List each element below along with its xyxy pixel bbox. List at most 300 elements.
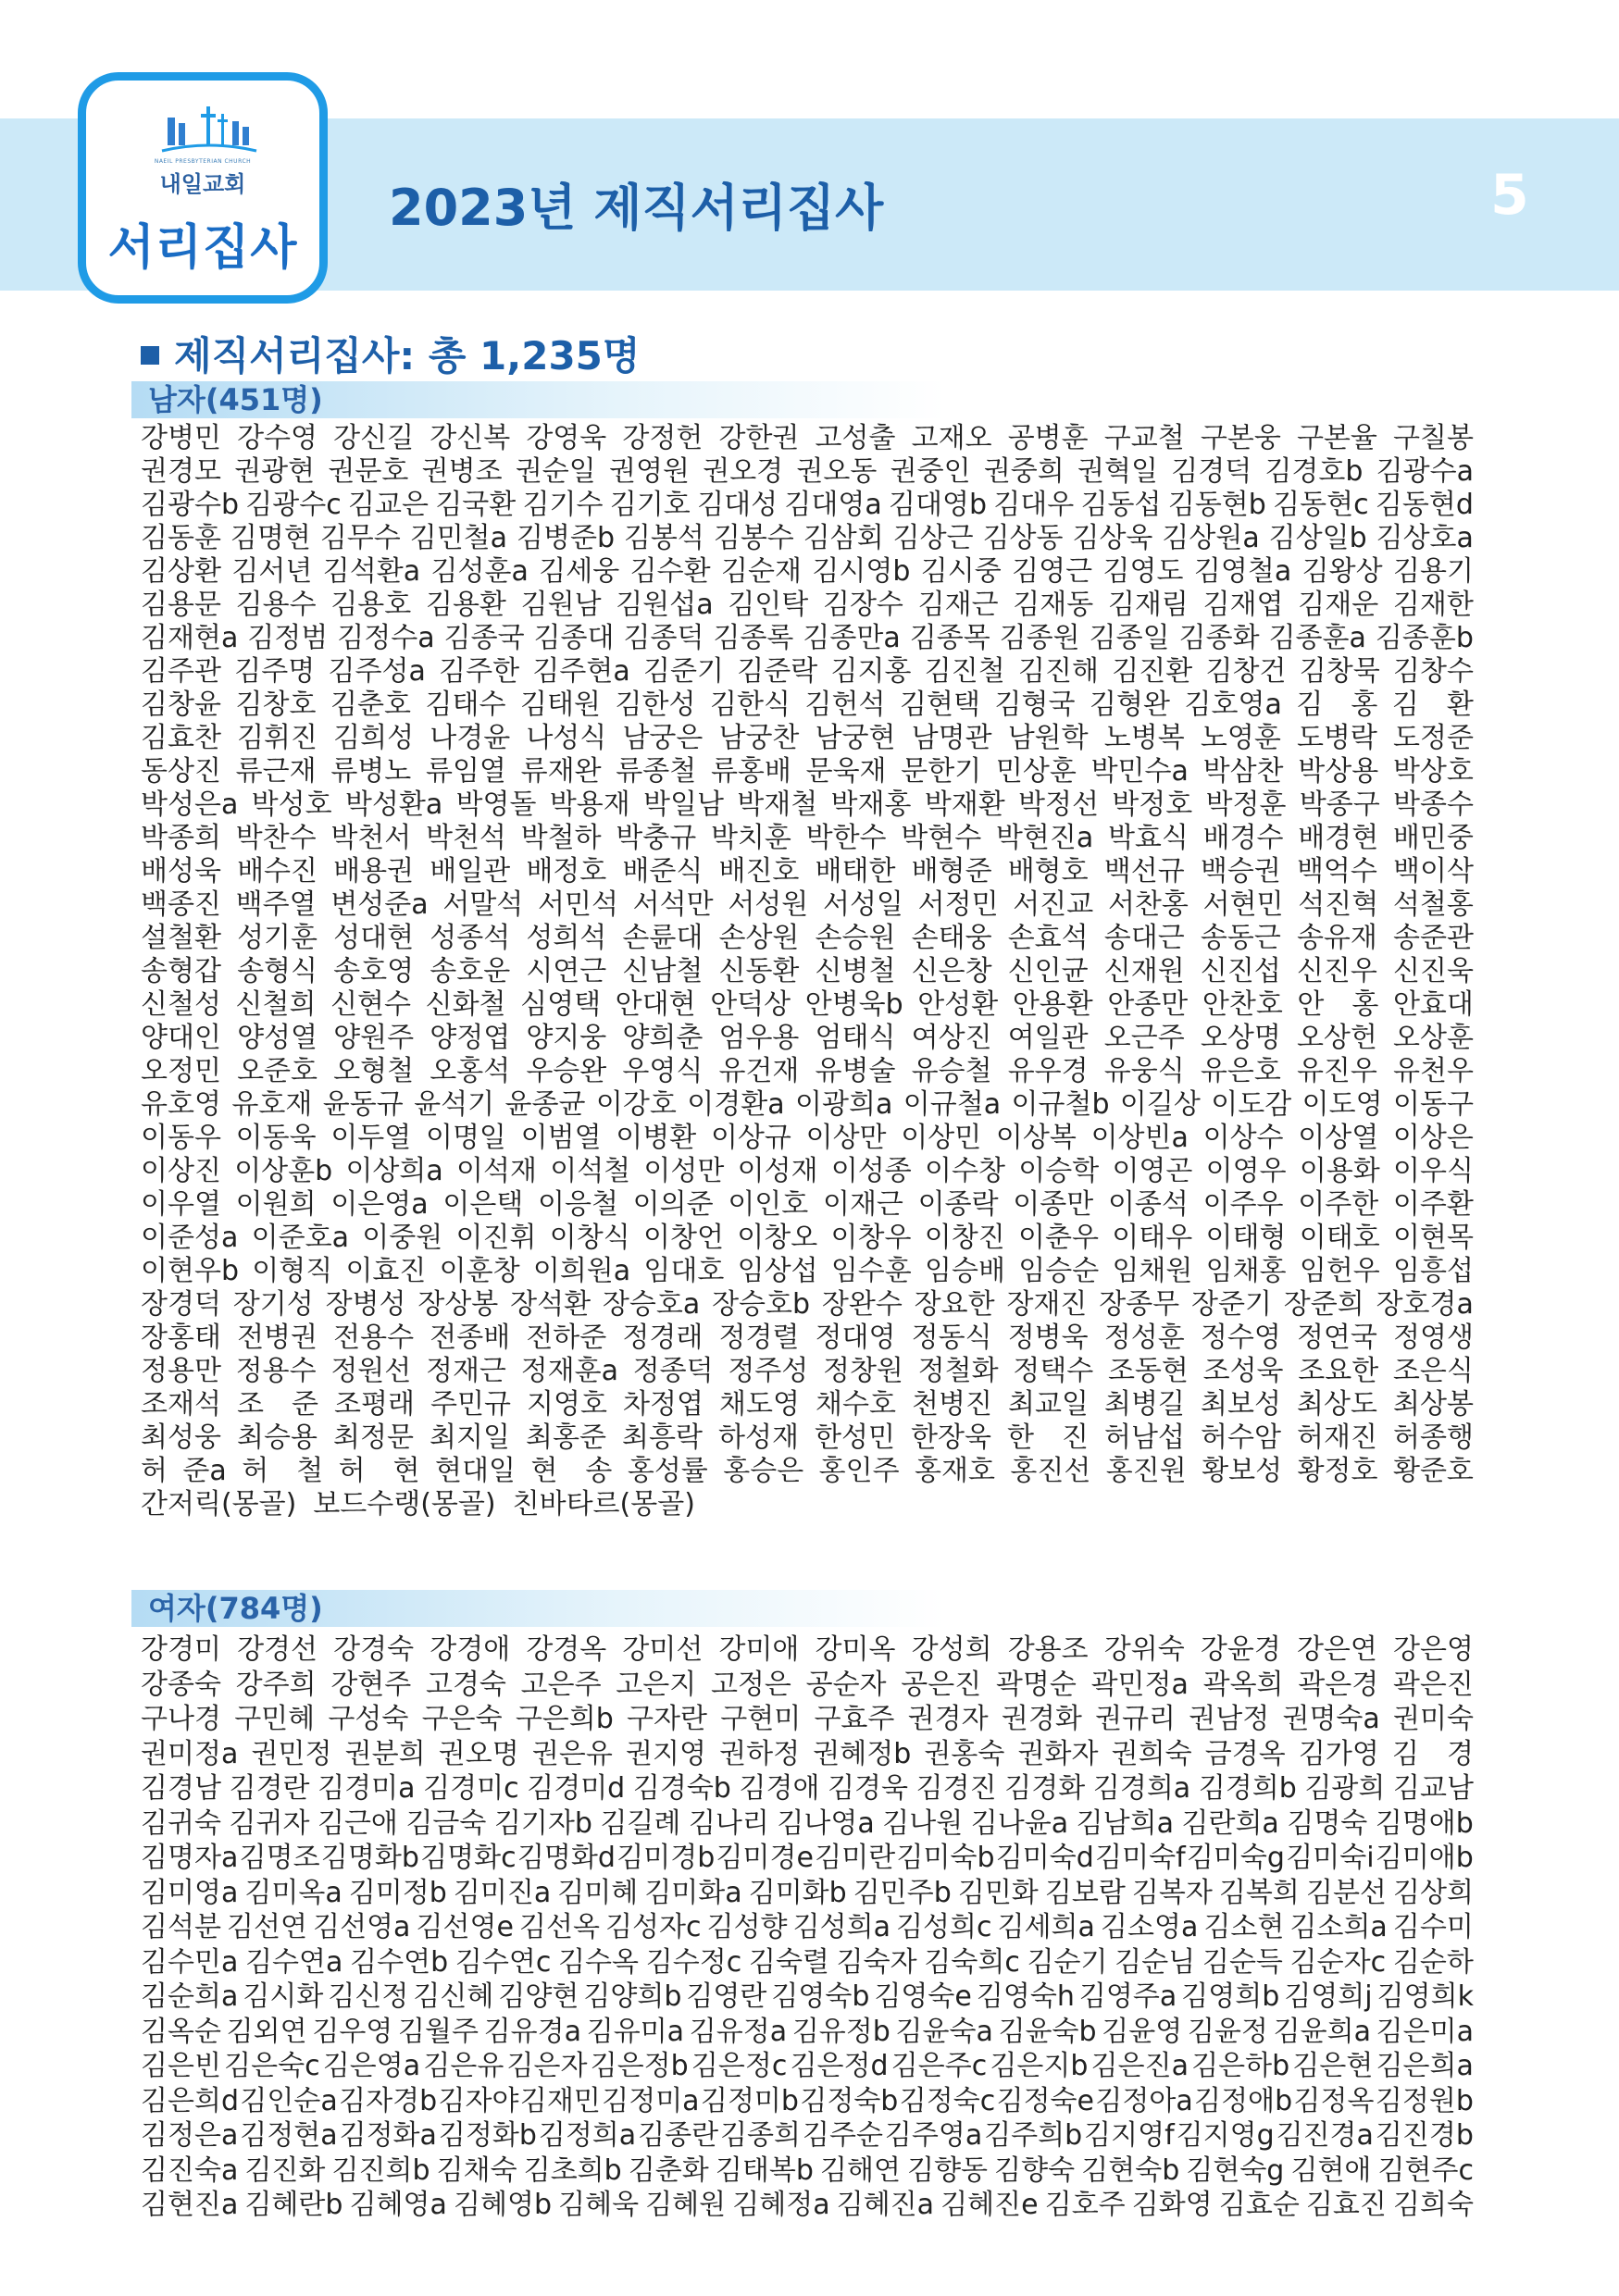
member-name: 김순님 bbox=[1115, 1945, 1196, 1979]
member-name: 배일관 bbox=[430, 855, 511, 887]
member-name: 이동우 bbox=[141, 1122, 221, 1154]
member-name: 강정헌 bbox=[622, 422, 704, 454]
member-name: 이주환 bbox=[1392, 1188, 1474, 1221]
member-name: 이상열 bbox=[1298, 1122, 1379, 1154]
member-name: 배경수 bbox=[1202, 822, 1284, 854]
member-name: 배형호 bbox=[1007, 855, 1089, 887]
member-name: 김봉석 bbox=[623, 522, 704, 554]
member-name: 김민화 bbox=[957, 1876, 1039, 1909]
member-name: 김영철a bbox=[1193, 555, 1292, 588]
member-name: 강은영 bbox=[1393, 1633, 1474, 1666]
member-name: 이주우 bbox=[1202, 1188, 1284, 1221]
member-name: 김주순 bbox=[802, 2119, 883, 2152]
member-name: 서성일 bbox=[822, 888, 903, 921]
member-name: 엄태식 bbox=[815, 1022, 896, 1054]
member-name: 임승순 bbox=[1018, 1255, 1100, 1287]
name-row bbox=[141, 1841, 1474, 1876]
member-name: 김종일 bbox=[1089, 622, 1170, 654]
member-name: 공순자 bbox=[805, 1668, 887, 1701]
page-number: 5 bbox=[1490, 163, 1529, 228]
member-name: 김용호 bbox=[330, 589, 412, 621]
member-name: 정택수 bbox=[1013, 1355, 1094, 1387]
member-name: 김진철 bbox=[924, 655, 1005, 688]
member-name: 남궁은 bbox=[622, 722, 704, 754]
member-name: 서민석 bbox=[538, 888, 618, 921]
member-name: 김혜진e bbox=[940, 2189, 1039, 2221]
member-name: 이훈창 bbox=[439, 1255, 520, 1287]
member-name: 김미숙i bbox=[1286, 1842, 1375, 1874]
member-name: 고성출 bbox=[815, 422, 896, 454]
member-name: 신진욱 bbox=[1393, 955, 1474, 987]
member-name: 최병길 bbox=[1104, 1388, 1185, 1421]
member-name: 배성욱 bbox=[141, 855, 221, 887]
member-name: 허수암 bbox=[1201, 1421, 1281, 1454]
member-name: 김은하b bbox=[1191, 2050, 1290, 2082]
name-row bbox=[141, 822, 1474, 855]
name-row bbox=[141, 1945, 1474, 1980]
member-name: 공병훈 bbox=[1007, 422, 1089, 454]
name-row bbox=[141, 888, 1474, 922]
member-name: 황정호 bbox=[1297, 1455, 1378, 1487]
member-name: 한 진 bbox=[1007, 1421, 1089, 1454]
member-name: 김종목 bbox=[909, 622, 990, 654]
member-name: 박충규 bbox=[616, 822, 697, 854]
member-name: 권분희 bbox=[344, 1737, 426, 1770]
member-name: 임헌우 bbox=[1299, 1255, 1380, 1287]
member-name: 신재원 bbox=[1103, 955, 1185, 987]
member-name: 김보람 bbox=[1044, 1876, 1126, 1909]
member-name: 이태형 bbox=[1205, 1222, 1287, 1254]
member-name: 보드수랭(몽골) bbox=[313, 1488, 496, 1520]
member-name: 이춘우 bbox=[1018, 1222, 1099, 1254]
member-name: 이은택 bbox=[442, 1188, 524, 1221]
member-name: 심영택 bbox=[520, 988, 602, 1021]
member-name: 김용수 bbox=[235, 589, 317, 621]
name-row bbox=[141, 2153, 1474, 2189]
member-name: 이우열 bbox=[141, 1188, 221, 1221]
member-name: 이상훈b bbox=[234, 1155, 333, 1187]
member-name: 주민규 bbox=[430, 1388, 511, 1421]
member-name: 강신길 bbox=[333, 422, 415, 454]
member-name: 안성환 bbox=[917, 988, 999, 1021]
member-name: 유호영 bbox=[141, 1088, 221, 1121]
member-name: 최흥락 bbox=[622, 1421, 703, 1454]
member-name: 조은식 bbox=[1392, 1355, 1474, 1387]
member-name: 변성준a bbox=[330, 888, 429, 921]
member-name: 권문호 bbox=[328, 455, 409, 488]
member-name: 이두열 bbox=[330, 1122, 412, 1154]
name-row bbox=[141, 589, 1474, 622]
member-name: 김은정c bbox=[691, 2050, 788, 2082]
member-name: 이석재 bbox=[456, 1155, 537, 1187]
member-name: 강현주 bbox=[330, 1668, 412, 1701]
member-name: 배진호 bbox=[718, 855, 800, 887]
name-row bbox=[141, 1702, 1474, 1737]
member-name: 김소영a bbox=[1101, 1911, 1199, 1943]
member-name: 이준성a bbox=[141, 1222, 239, 1254]
member-name: 김경호b bbox=[1264, 455, 1364, 488]
member-name: 김경희b bbox=[1198, 1772, 1297, 1805]
member-name: 이용화 bbox=[1299, 1155, 1380, 1187]
member-name: 양성열 bbox=[237, 1022, 318, 1054]
member-name: 정경래 bbox=[622, 1322, 704, 1354]
member-name: 김혜진a bbox=[836, 2189, 935, 2221]
member-name: 김창건 bbox=[1205, 655, 1287, 688]
member-name: 김용기 bbox=[1393, 555, 1474, 588]
member-name: 김영숙h bbox=[976, 1980, 1075, 2013]
member-name: 권순일 bbox=[515, 455, 596, 488]
member-name: 신인균 bbox=[1007, 955, 1089, 987]
member-name: 김은진a bbox=[1090, 2050, 1189, 2082]
member-name: 김종국 bbox=[443, 622, 525, 654]
member-name: 김남희a bbox=[1076, 1806, 1174, 1840]
member-name: 이영곤 bbox=[1112, 1155, 1193, 1187]
member-name: 김명조 bbox=[239, 1842, 320, 1874]
member-name: 나경윤 bbox=[430, 722, 511, 754]
member-name: 김정희a bbox=[538, 2119, 637, 2152]
member-name: 송동근 bbox=[1200, 922, 1281, 954]
member-name: 차정엽 bbox=[623, 1388, 704, 1421]
member-name: 김자경b bbox=[339, 2084, 438, 2117]
member-name: 배태한 bbox=[815, 855, 896, 887]
name-row bbox=[141, 455, 1474, 489]
member-name: 이규철b bbox=[1011, 1088, 1110, 1121]
member-name: 김현숙g bbox=[1186, 2153, 1285, 2187]
member-name: 김우영 bbox=[312, 2015, 393, 2048]
member-name: 이성만 bbox=[643, 1155, 725, 1187]
member-name: 김대영a bbox=[784, 489, 882, 521]
church-logo-icon bbox=[158, 101, 260, 156]
member-name: 오상헌 bbox=[1296, 1022, 1377, 1054]
member-name: 김귀숙 bbox=[141, 1806, 221, 1840]
member-name: 임대호 bbox=[643, 1255, 725, 1287]
member-name: 허 철 bbox=[242, 1455, 324, 1487]
member-name: 김태수 bbox=[425, 689, 506, 721]
member-name: 손륜대 bbox=[622, 922, 704, 954]
member-name: 김미영a bbox=[141, 1876, 239, 1909]
member-name: 박삼찬 bbox=[1202, 755, 1284, 788]
member-name: 장요한 bbox=[914, 1288, 995, 1321]
member-name: 허 현 bbox=[338, 1455, 420, 1487]
name-row bbox=[141, 2015, 1474, 2050]
member-name: 설철환 bbox=[141, 922, 221, 954]
member-name: 김태원 bbox=[520, 689, 601, 721]
name-list-men bbox=[141, 422, 1474, 1521]
name-row bbox=[141, 1355, 1474, 1388]
member-name: 홍성률 bbox=[627, 1455, 708, 1487]
member-name: 양지웅 bbox=[526, 1022, 607, 1054]
member-name: 석철홍 bbox=[1392, 888, 1474, 921]
member-name: 오형철 bbox=[333, 1055, 415, 1087]
member-name: 배용권 bbox=[333, 855, 415, 887]
member-name: 송유재 bbox=[1296, 922, 1377, 954]
member-name: 민상훈 bbox=[995, 755, 1077, 788]
member-name: 구현미 bbox=[720, 1703, 802, 1735]
member-name: 김동현c bbox=[1273, 489, 1369, 521]
name-row bbox=[141, 689, 1474, 722]
member-name: 허재진 bbox=[1297, 1421, 1377, 1454]
member-name: 준a bbox=[182, 1455, 227, 1487]
member-name: 김민주b bbox=[853, 1876, 952, 1909]
name-row bbox=[141, 1806, 1474, 1842]
member-name: 백선규 bbox=[1103, 855, 1185, 887]
member-name: 강경미 bbox=[141, 1633, 221, 1666]
member-name: 유우경 bbox=[1007, 1055, 1089, 1087]
member-name: 강주희 bbox=[235, 1668, 317, 1701]
member-name: 성대현 bbox=[333, 922, 415, 954]
member-name: 김유미a bbox=[586, 2015, 685, 2048]
member-name: 정종덕 bbox=[632, 1355, 714, 1387]
member-name: 박정선 bbox=[1018, 788, 1099, 821]
member-name: 김지홍 bbox=[830, 655, 912, 688]
member-name: 김주관 bbox=[141, 655, 221, 688]
name-row bbox=[141, 1455, 1474, 1488]
member-name: 유승철 bbox=[911, 1055, 992, 1087]
name-row bbox=[141, 1737, 1474, 1772]
member-name: 김춘화 bbox=[628, 2153, 709, 2187]
member-name: 김춘호 bbox=[330, 689, 411, 721]
member-name: 김창윤 bbox=[141, 689, 221, 721]
member-name: 정대영 bbox=[815, 1322, 896, 1354]
member-name: 이상만 bbox=[805, 1122, 887, 1154]
member-name: 김효찬 bbox=[141, 722, 221, 754]
member-name: 김은주c bbox=[890, 2050, 988, 2082]
member-name: 강경숙 bbox=[333, 1633, 415, 1666]
square-bullet-icon bbox=[141, 346, 159, 365]
member-name: 조재석 bbox=[141, 1388, 221, 1421]
member-name: 백주열 bbox=[235, 888, 317, 921]
member-name: 홍재호 bbox=[915, 1455, 995, 1487]
member-name: 간저릭(몽골) bbox=[141, 1488, 297, 1520]
member-name: 유은호 bbox=[1200, 1055, 1281, 1087]
member-name: 석진혁 bbox=[1298, 888, 1379, 921]
member-name: 김 홍 bbox=[1296, 689, 1378, 721]
member-name: 김유정a bbox=[689, 2015, 788, 2048]
member-name: 장종무 bbox=[1099, 1288, 1180, 1321]
member-name: 오정민 bbox=[141, 1055, 221, 1087]
member-name: 이종석 bbox=[1107, 1188, 1189, 1221]
member-name: 나성식 bbox=[526, 722, 607, 754]
member-name: 최교일 bbox=[1008, 1388, 1089, 1421]
member-name: 김진숙a bbox=[141, 2153, 239, 2187]
member-name: 김미숙b bbox=[896, 1842, 995, 1874]
member-name: 시연근 bbox=[526, 955, 607, 987]
member-name: 김명자a bbox=[141, 1842, 239, 1874]
member-name: 박철하 bbox=[520, 822, 602, 854]
member-name: 권규리 bbox=[1095, 1703, 1177, 1735]
member-name: 김종희 bbox=[720, 2119, 802, 2152]
member-name: 김은미a bbox=[1376, 2015, 1474, 2048]
member-name: 강종숙 bbox=[141, 1668, 221, 1701]
member-name: 최보성 bbox=[1201, 1388, 1281, 1421]
name-row bbox=[141, 1771, 1474, 1806]
member-name: 김혜영a bbox=[349, 2189, 447, 2221]
member-name: 김주명 bbox=[234, 655, 316, 688]
member-name: 최지일 bbox=[430, 1421, 510, 1454]
member-name: 김은숙c bbox=[224, 2050, 320, 2082]
member-name: 김혜정a bbox=[732, 2189, 830, 2221]
member-name: 김 환 bbox=[1391, 689, 1474, 721]
member-name: 김은희a bbox=[1376, 2050, 1474, 2082]
member-name: 김호영a bbox=[1184, 689, 1282, 721]
member-name: 손상원 bbox=[718, 922, 800, 954]
member-name: 김소희a bbox=[1289, 1911, 1388, 1943]
member-name: 신화철 bbox=[425, 988, 506, 1021]
member-name: 정재근 bbox=[425, 1355, 506, 1387]
member-name: 김세웅 bbox=[539, 555, 620, 588]
name-row bbox=[141, 922, 1474, 955]
member-name: 구성숙 bbox=[328, 1703, 409, 1735]
member-name: 김근애 bbox=[317, 1806, 398, 1840]
member-name: 김정숙b bbox=[800, 2084, 899, 2117]
member-name: 김진경b bbox=[1375, 2119, 1474, 2152]
member-name: 김성향 bbox=[706, 1911, 788, 1943]
member-name: 김정숙e bbox=[996, 2084, 1094, 2117]
member-name: 이석철 bbox=[550, 1155, 631, 1187]
member-name: 오상훈 bbox=[1393, 1022, 1474, 1054]
member-name: 김효순 bbox=[1218, 2189, 1300, 2221]
member-name: 김희성 bbox=[333, 722, 415, 754]
member-name: 김상호a bbox=[1376, 522, 1474, 554]
member-name: 김유경a bbox=[483, 2015, 582, 2048]
member-name: 하성재 bbox=[718, 1421, 799, 1454]
member-name: 김경애 bbox=[739, 1772, 820, 1805]
member-name: 정용수 bbox=[235, 1355, 317, 1387]
member-name: 김향숙 bbox=[994, 2153, 1076, 2187]
member-name: 강한권 bbox=[718, 422, 800, 454]
summary-text: 제직서리집사: 총 1,235명 bbox=[174, 333, 641, 379]
member-name: 홍승은 bbox=[723, 1455, 804, 1487]
member-name: 백억수 bbox=[1296, 855, 1377, 887]
member-name: 김성희a bbox=[792, 1911, 890, 1943]
member-name: 신진섭 bbox=[1200, 955, 1281, 987]
member-name: 강경선 bbox=[237, 1633, 318, 1666]
member-name: 양원주 bbox=[333, 1022, 415, 1054]
member-name: 김영희k bbox=[1376, 1980, 1474, 2013]
member-name: 김한성 bbox=[615, 689, 696, 721]
member-name: 김창수 bbox=[1393, 655, 1474, 688]
member-name: 고재오 bbox=[911, 422, 992, 454]
member-name: 권화자 bbox=[1017, 1737, 1099, 1770]
name-row bbox=[141, 2084, 1474, 2119]
member-name: 김정범 bbox=[247, 622, 329, 654]
member-name: 이명일 bbox=[425, 1122, 506, 1154]
member-name: 김은정b bbox=[590, 2050, 689, 2082]
member-name: 김진희b bbox=[331, 2153, 430, 2187]
section-heading-men: 남자(451명) bbox=[131, 381, 946, 418]
member-name: 김미란 bbox=[815, 1842, 896, 1874]
member-name: 손승원 bbox=[815, 922, 896, 954]
member-name: 권광현 bbox=[234, 455, 316, 488]
member-name: 김숙희c bbox=[924, 1945, 1020, 1979]
member-name: 김종훈b bbox=[1375, 622, 1474, 654]
member-name: 김준락 bbox=[737, 655, 818, 688]
member-name: 성종석 bbox=[430, 922, 511, 954]
member-name: 김정수a bbox=[337, 622, 435, 654]
member-name: 김희숙 bbox=[1393, 2189, 1474, 2221]
member-name: 권오경 bbox=[703, 455, 784, 488]
member-name: 김윤영 bbox=[1102, 2015, 1183, 2048]
member-name: 윤동규 bbox=[322, 1088, 404, 1121]
member-name: 류병노 bbox=[330, 755, 412, 788]
member-name: 조동현 bbox=[1107, 1355, 1189, 1387]
member-name: 이광희a bbox=[795, 1088, 893, 1121]
member-name: 홍진원 bbox=[1105, 1455, 1187, 1487]
member-name: 정원선 bbox=[330, 1355, 412, 1387]
member-name: 김대영b bbox=[889, 489, 987, 521]
member-name: 류근재 bbox=[235, 755, 317, 788]
name-row bbox=[141, 1255, 1474, 1288]
member-name: 장승호b bbox=[712, 1288, 811, 1321]
member-name: 이도영 bbox=[1301, 1088, 1383, 1121]
member-name: 윤종균 bbox=[504, 1088, 586, 1121]
member-name: 이현우b bbox=[141, 1255, 239, 1287]
member-name: 박재환 bbox=[924, 788, 1005, 821]
member-name: 김순하 bbox=[1392, 1945, 1474, 1979]
member-name: 권홍숙 bbox=[924, 1737, 1005, 1770]
member-name: 안종만 bbox=[1107, 988, 1189, 1021]
member-name: 김정은a bbox=[141, 2119, 239, 2152]
member-name: 김나리 bbox=[688, 1806, 769, 1840]
member-name: 김정화b bbox=[438, 2119, 537, 2152]
member-name: 배준식 bbox=[622, 855, 704, 887]
name-row bbox=[141, 1222, 1474, 1255]
member-name: 권하정 bbox=[719, 1737, 801, 1770]
member-name: 구교철 bbox=[1103, 422, 1185, 454]
member-name: 김수연b bbox=[350, 1945, 449, 1979]
member-name: 김장수 bbox=[822, 589, 903, 621]
member-name: 유웅식 bbox=[1103, 1055, 1185, 1087]
member-name: 김복희 bbox=[1218, 1876, 1300, 1909]
member-name: 신병철 bbox=[815, 955, 896, 987]
member-name: 권오동 bbox=[796, 455, 878, 488]
name-row bbox=[141, 489, 1474, 522]
member-name: 김주영a bbox=[884, 2119, 983, 2152]
member-name: 류임열 bbox=[425, 755, 506, 788]
member-name: 김미숙f bbox=[1095, 1842, 1186, 1874]
member-name: 이의준 bbox=[632, 1188, 714, 1221]
member-name: 김경욱 bbox=[828, 1772, 909, 1805]
member-name: 김은현 bbox=[1292, 2050, 1374, 2082]
member-name: 이상빈a bbox=[1090, 1122, 1189, 1154]
name-row bbox=[141, 1876, 1474, 1911]
member-name: 김정원b bbox=[1375, 2084, 1474, 2117]
member-name: 박종수 bbox=[1393, 788, 1474, 821]
member-name: 서석만 bbox=[632, 888, 714, 921]
member-name: 박정호 bbox=[1112, 788, 1193, 821]
name-row bbox=[141, 788, 1474, 822]
member-name: 김미정b bbox=[348, 1876, 447, 1909]
member-name: 정영생 bbox=[1393, 1322, 1474, 1354]
member-name: 권혁일 bbox=[1077, 455, 1158, 488]
member-name: 송형갑 bbox=[141, 955, 221, 987]
name-row bbox=[141, 2118, 1474, 2153]
logo-name: 내일교회 bbox=[159, 171, 246, 197]
member-name: 김원남 bbox=[520, 589, 602, 621]
member-name: 김은정d bbox=[790, 2050, 889, 2082]
member-name: 강은연 bbox=[1296, 1633, 1377, 1666]
member-name: 정주성 bbox=[728, 1355, 809, 1387]
name-row bbox=[141, 1088, 1474, 1122]
member-name: 김초희b bbox=[523, 2153, 622, 2187]
member-name: 김정현a bbox=[240, 2119, 338, 2152]
member-name: 김시중 bbox=[920, 555, 1002, 588]
member-name: 김옥순 bbox=[141, 2015, 221, 2048]
member-name: 김시영b bbox=[812, 555, 911, 588]
member-name: 남궁현 bbox=[815, 722, 896, 754]
member-name: 공은진 bbox=[901, 1668, 982, 1701]
member-name: 김순득 bbox=[1202, 1945, 1283, 1979]
